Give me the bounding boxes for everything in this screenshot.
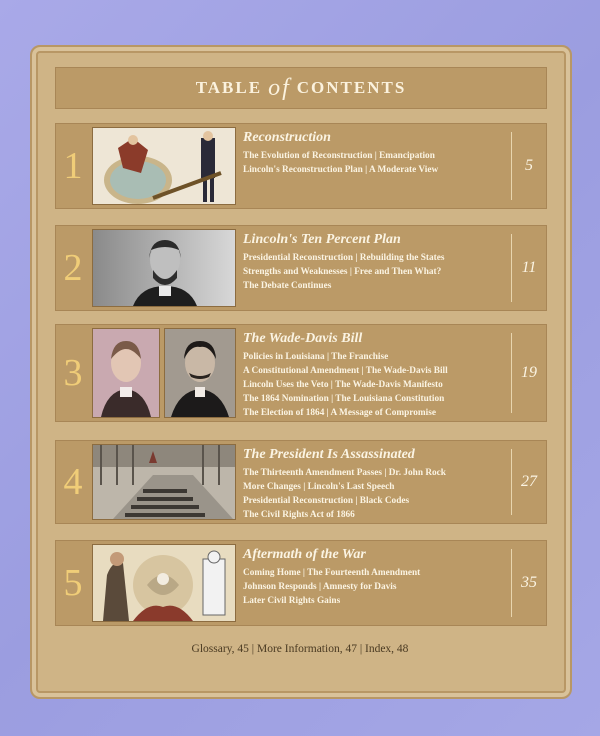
chapter-title[interactable]: Lincoln's Ten Percent Plan [243, 232, 401, 247]
topic-line: Later Civil Rights Gains [243, 596, 341, 606]
topic-line: Strengths and Weaknesses | Free and Then What? [243, 267, 442, 277]
header-word-contents: CONTENTS [296, 78, 407, 97]
header-word-of: of [268, 74, 291, 101]
chapter-row-5[interactable] [55, 540, 547, 626]
chapter-number: 5 [63, 562, 83, 604]
topic-line: A Constitutional Amendment | The Wade-Davis Bill [243, 366, 448, 376]
topic-line: The Evolution of Reconstruction | Emancipation [243, 151, 435, 161]
topic-line: The Thirteenth Amendment Passes | Dr. John Rock [243, 468, 446, 478]
topic-line: Presidential Reconstruction | Rebuilding the States [243, 253, 445, 263]
topic-line: More Changes | Lincoln's Last Speech [243, 482, 395, 492]
topic-line: Lincoln Uses the Veto | The Wade-Davis Manifesto [243, 380, 443, 390]
topic-line: Lincoln's Reconstruction Plan | A Moderate View [243, 165, 439, 175]
topic-line: Coming Home | The Fourteenth Amendment [243, 568, 421, 578]
chapter-row-1[interactable] [55, 123, 547, 209]
chapter-title[interactable]: The President Is Assassinated [243, 447, 415, 462]
chapter-3-portrait-left [92, 328, 160, 418]
chapter-5-illustration [92, 544, 236, 622]
topic-line: The Election of 1864 | A Message of Compromise [243, 408, 436, 418]
chapter-2-portrait [92, 229, 236, 307]
chapter-1-illustration [92, 127, 236, 205]
chapter-title[interactable]: Aftermath of the War [243, 547, 366, 562]
page-number[interactable]: 11 [521, 259, 537, 276]
chapter-title[interactable]: The Wade-Davis Bill [243, 331, 363, 346]
chapter-number: 4 [63, 461, 83, 503]
topic-line: Presidential Reconstruction | Black Codes [243, 496, 410, 506]
topic-line: The 1864 Nomination | The Louisiana Constitution [243, 394, 445, 404]
chapter-number: 3 [63, 352, 83, 394]
chapter-row-2[interactable] [55, 225, 547, 311]
toc-header [55, 67, 547, 109]
topic-line: The Civil Rights Act of 1866 [243, 510, 355, 520]
chapter-4-illustration [92, 444, 236, 520]
page-number[interactable]: 5 [525, 157, 533, 174]
header-word-table: TABLE [195, 78, 263, 97]
chapter-number: 1 [63, 145, 83, 187]
page-number[interactable]: 19 [521, 364, 537, 381]
chapter-row-4[interactable] [55, 440, 547, 524]
page-number[interactable]: 35 [521, 574, 537, 591]
topic-line: Policies in Louisiana | The Franchise [243, 352, 389, 362]
chapter-number: 2 [63, 247, 83, 289]
page-number[interactable]: 27 [521, 473, 537, 490]
topic-line: Johnson Responds | Amnesty for Davis [243, 582, 397, 592]
topic-line: The Debate Continues [243, 281, 332, 291]
chapter-3-portrait-right [164, 328, 236, 418]
chapter-title[interactable]: Reconstruction [243, 130, 331, 145]
back-matter-links[interactable]: Glossary, 45 | More Information, 47 | Index, 48 [191, 643, 409, 655]
chapter-row-3[interactable] [55, 324, 547, 422]
